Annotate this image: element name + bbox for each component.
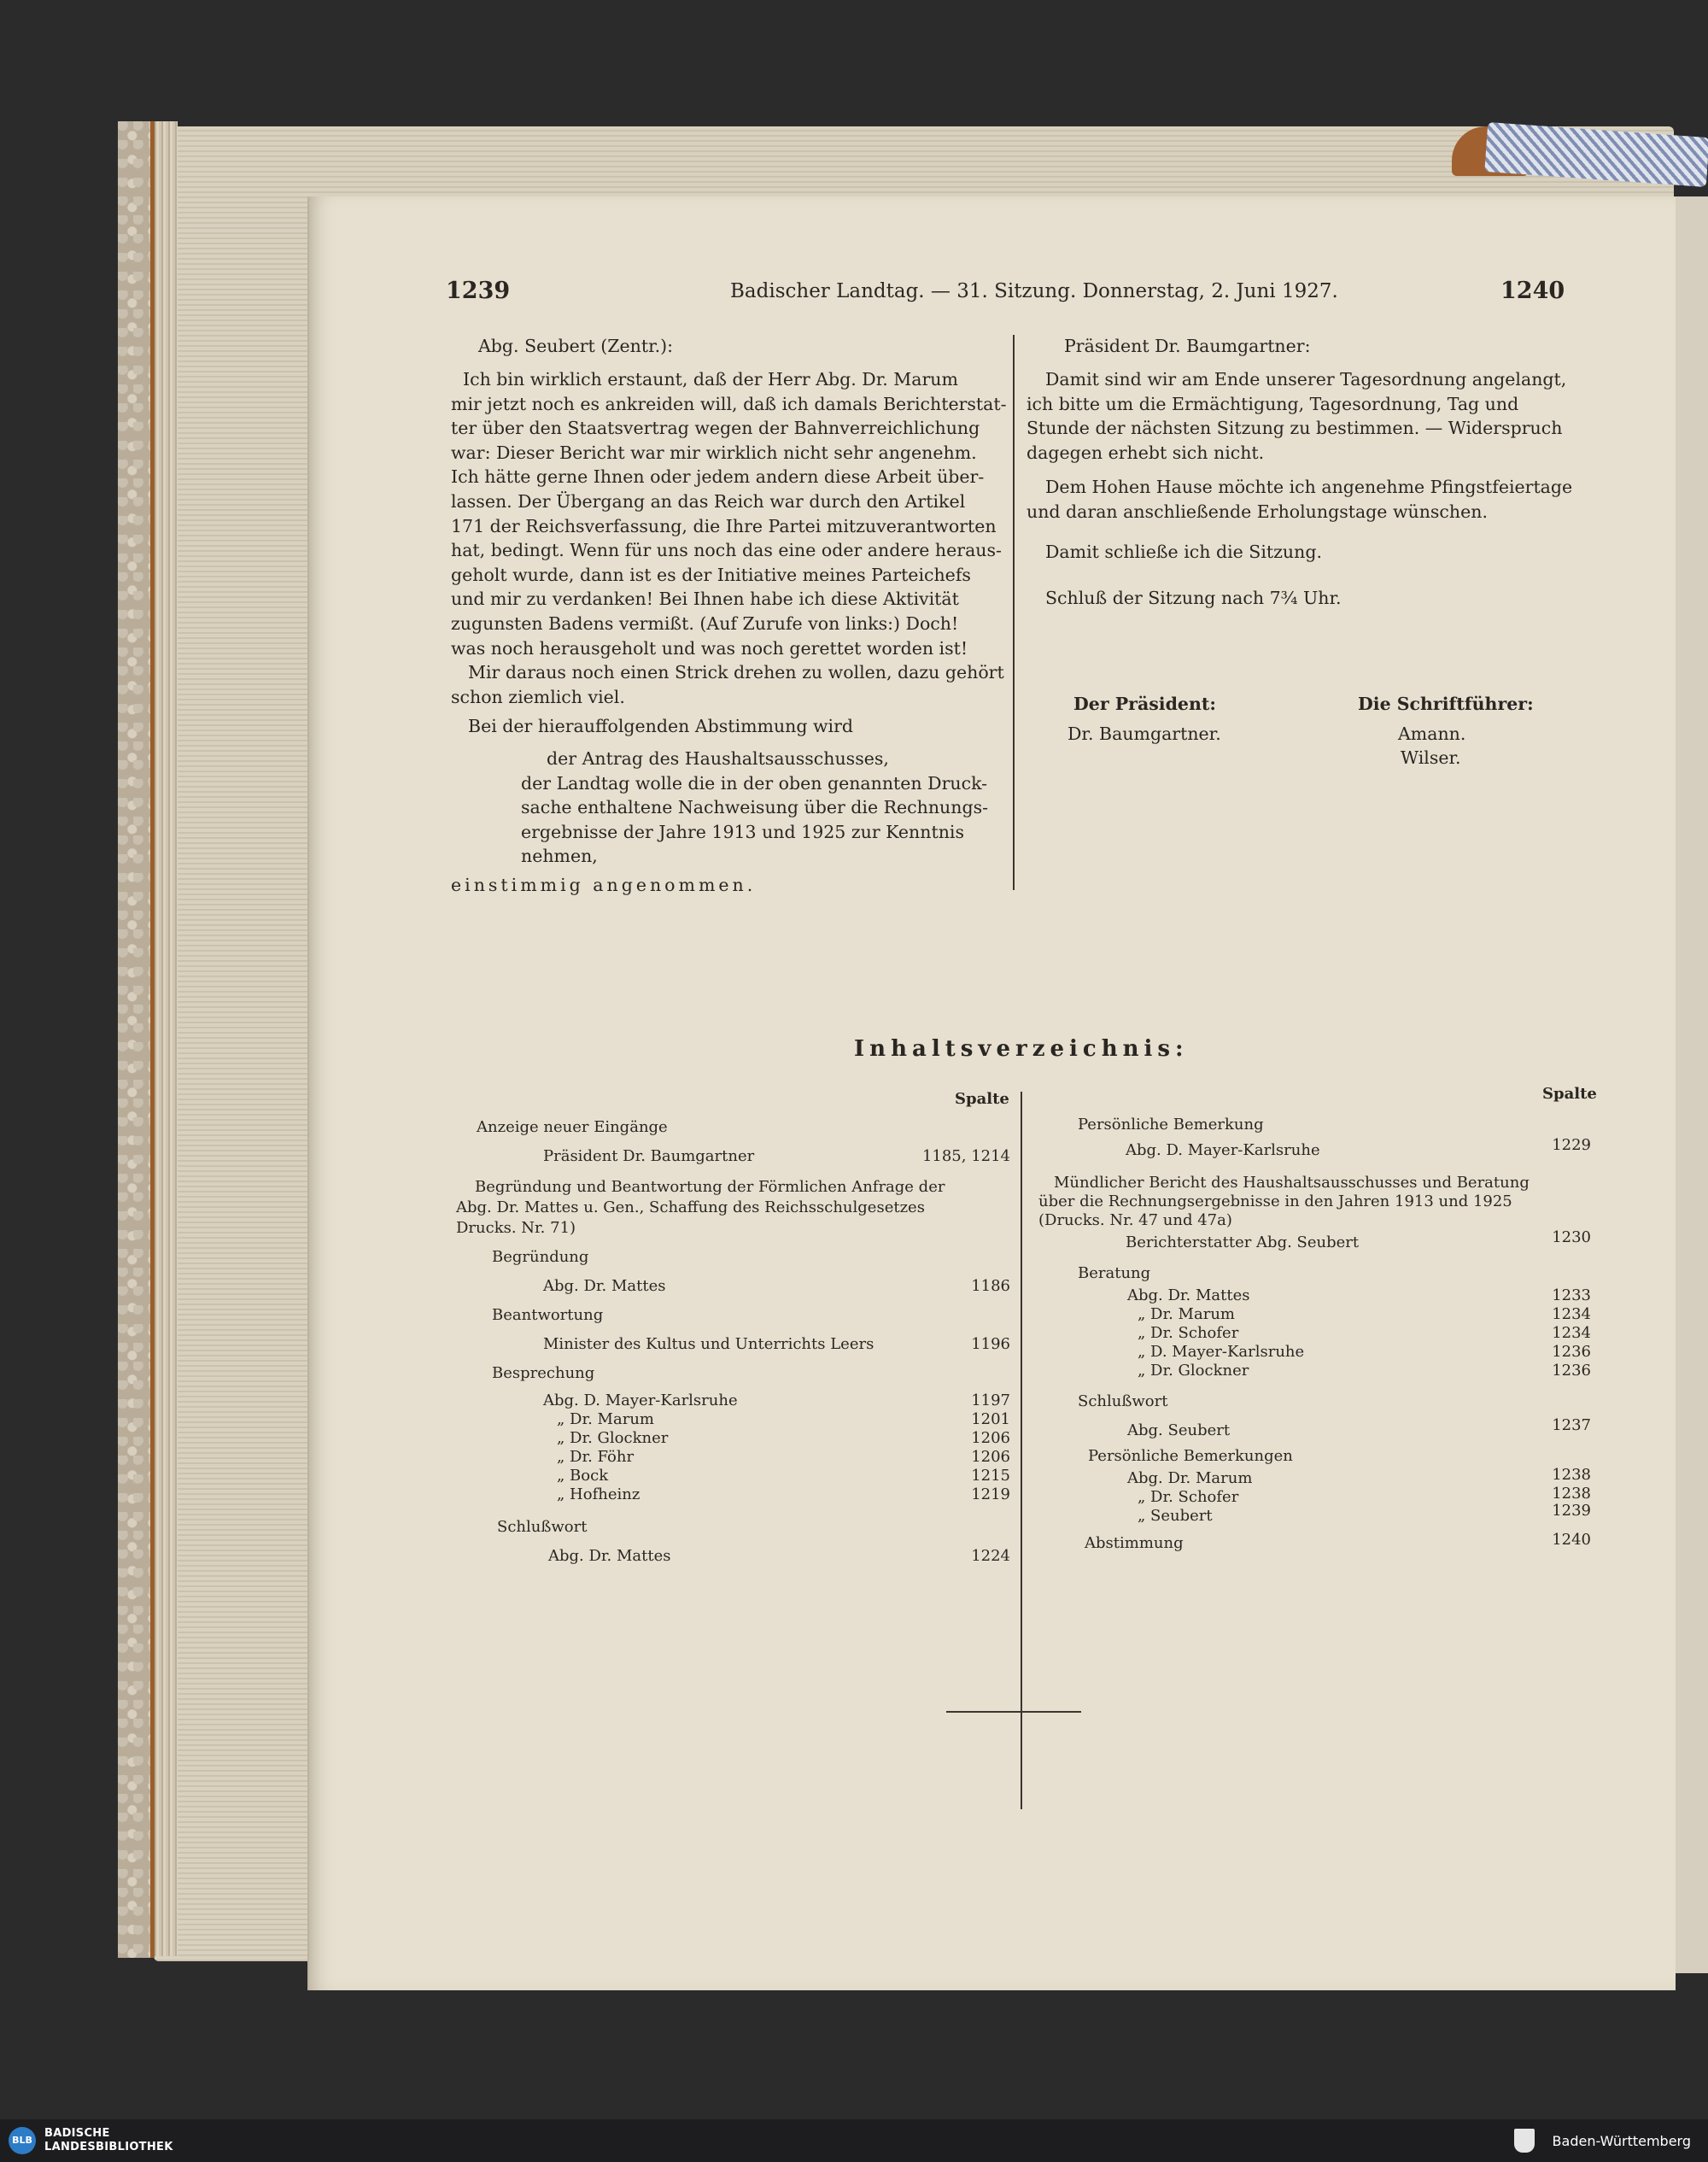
president-name: Dr. Baumgartner. bbox=[1068, 724, 1221, 744]
speech-line: 171 der Reichsverfassung, die Ihre Partei mitzuverantworten bbox=[451, 515, 997, 536]
toc-entry: Minister des Kultus und Unterrichts Leers bbox=[543, 1335, 874, 1353]
closing-line: Damit sind wir am Ende unserer Tagesordnung angelangt, bbox=[1045, 369, 1567, 390]
toc-entry: Begründung bbox=[492, 1248, 589, 1266]
toc-page: 1236 bbox=[1552, 1362, 1591, 1380]
secretary-2: Wilser. bbox=[1401, 747, 1461, 768]
toc-entry: Anzeige neuer Eingänge bbox=[477, 1118, 668, 1136]
toc-entry: „ Seubert bbox=[1138, 1507, 1213, 1525]
toc-entry: Begründung und Beantwortung der Förmlichen Anfrage der bbox=[475, 1178, 945, 1196]
secretaries-label: Die Schriftführer: bbox=[1358, 694, 1534, 714]
seubert-speech bbox=[451, 367, 1007, 739]
toc-entry: Abg. D. Mayer-Karlsruhe bbox=[543, 1392, 738, 1409]
toc-page: 1234 bbox=[1552, 1305, 1591, 1323]
toc-entry: Abg. Dr. Mattes bbox=[548, 1547, 671, 1565]
toc-page: 1201 bbox=[971, 1410, 1010, 1428]
toc-entry: „ Dr. Marum bbox=[1138, 1305, 1235, 1323]
toc-entry: Abg. Seubert bbox=[1127, 1421, 1231, 1439]
motion-line: der Antrag des Haushaltsausschusses, bbox=[547, 748, 889, 769]
toc-entry: Persönliche Bemerkung bbox=[1078, 1116, 1264, 1134]
right-page-number: 1240 bbox=[1500, 278, 1565, 304]
toc-entry: Schlußwort bbox=[497, 1518, 588, 1536]
toc-page: 1233 bbox=[1552, 1286, 1591, 1304]
toc-entry: „ D. Mayer-Karlsruhe bbox=[1138, 1343, 1305, 1361]
speech-line: war: Dieser Bericht war mir wirklich nicht sehr angenehm. bbox=[451, 442, 977, 463]
toc-entry: Mündlicher Bericht des Haushaltsausschusses und Beratung bbox=[1054, 1174, 1530, 1192]
speech-line: schon ziemlich viel. bbox=[451, 686, 625, 707]
toc-divider bbox=[1021, 1092, 1022, 1809]
president-closing bbox=[1027, 367, 1582, 611]
toc-page: 1224 bbox=[971, 1547, 1010, 1565]
toc-page: 1230 bbox=[1552, 1228, 1591, 1246]
speaker-seubert: Abg. Seubert (Zentr.): bbox=[478, 336, 674, 356]
toc-page: 1206 bbox=[971, 1448, 1010, 1466]
speech-line: was noch herausgeholt und was noch gerettet worden ist! bbox=[451, 637, 968, 659]
closing-line: und daran anschließende Erholungstage wünschen. bbox=[1027, 501, 1488, 522]
toc-entry: „ Dr. Glockner bbox=[557, 1429, 669, 1447]
library-name[interactable] bbox=[44, 2127, 173, 2154]
toc-page: 1237 bbox=[1552, 1416, 1591, 1434]
closing-line: Stunde der nächsten Sitzung zu bestimmen. — Widerspruch bbox=[1027, 418, 1563, 439]
speech-line: geholt wurde, dann ist es der Initiative meines Parteichefs bbox=[451, 564, 971, 585]
toc-entry: Drucks. Nr. 71) bbox=[456, 1219, 576, 1237]
motion-line: nehmen, bbox=[521, 846, 598, 867]
closing-line: Damit schließe ich die Sitzung. bbox=[1045, 541, 1322, 562]
toc-column-label-left: Spalte bbox=[955, 1090, 1009, 1108]
toc-page: 1196 bbox=[971, 1335, 1010, 1353]
running-title: Badischer Landtag. — 31. Sitzung. Donnerstag, 2. Juni 1927. bbox=[730, 280, 1338, 302]
speech-line: zugunsten Badens vermißt. (Auf Zurufe von links:) Doch! bbox=[451, 612, 959, 634]
closing-line: Dem Hohen Hause möchte ich angenehme Pfingstfeiertage bbox=[1045, 477, 1573, 498]
toc-page: 1229 bbox=[1552, 1136, 1591, 1154]
speech-line: Ich bin wirklich erstaunt, daß der Herr Abg. Dr. Marum bbox=[463, 369, 958, 390]
column-divider bbox=[1013, 335, 1015, 890]
toc-entry: über die Rechnungsergebnisse in den Jahren 1913 und 1925 bbox=[1038, 1192, 1512, 1210]
toc-entry: Abg. Dr. Mattes bbox=[543, 1277, 666, 1295]
closing-line: dagegen erhebt sich nicht. bbox=[1027, 442, 1265, 463]
toc-page: 1239 bbox=[1552, 1502, 1591, 1520]
toc-entry: Abstimmung bbox=[1085, 1534, 1184, 1552]
toc-entry: Abg. Dr. Mattes u. Gen., Schaffung des Reichsschulgesetzes bbox=[456, 1198, 925, 1216]
toc-page: 1185, 1214 bbox=[921, 1147, 1010, 1165]
toc-entry: „ Dr. Schofer bbox=[1138, 1488, 1239, 1506]
toc-page: 1238 bbox=[1552, 1485, 1591, 1503]
speech-line: Ich hätte gerne Ihnen oder jedem andern diese Arbeit über- bbox=[451, 466, 985, 488]
toc-entry: Schlußwort bbox=[1078, 1392, 1168, 1410]
toc-page: 1236 bbox=[1552, 1343, 1591, 1361]
motion-line: der Landtag wolle die in der oben genannten Druck- bbox=[521, 772, 988, 794]
toc-entry: Abg. D. Mayer-Karlsruhe bbox=[1126, 1141, 1320, 1159]
toc-entry: „ Dr. Marum bbox=[557, 1410, 654, 1428]
toc-entry: Beantwortung bbox=[492, 1306, 604, 1324]
toc-entry: Präsident Dr. Baumgartner bbox=[543, 1147, 755, 1165]
state-name[interactable]: Baden-Württemberg bbox=[1552, 2133, 1691, 2149]
closing-line: ich bitte um die Ermächtigung, Tagesordnung, Tag und bbox=[1027, 393, 1519, 414]
viewer-footer bbox=[0, 2119, 1708, 2162]
speech-line: Mir daraus noch einen Strick drehen zu wollen, dazu gehört bbox=[468, 662, 1004, 683]
toc-page: 1215 bbox=[971, 1467, 1010, 1485]
toc-entry: Besprechung bbox=[492, 1364, 595, 1382]
toc-entry: „ Dr. Schofer bbox=[1138, 1324, 1239, 1342]
toc-entry: Persönliche Bemerkungen bbox=[1088, 1447, 1293, 1465]
toc-page: 1238 bbox=[1552, 1466, 1591, 1484]
speech-line: lassen. Der Übergang an das Reich war durch den Artikel bbox=[451, 490, 966, 512]
speech-line: mir jetzt noch es ankreiden will, daß ich damals Berichterstat- bbox=[451, 393, 1007, 414]
motion-line: sache enthaltene Nachweisung über die Rechnungs- bbox=[521, 797, 989, 818]
toc-entry: „ Bock bbox=[557, 1467, 609, 1485]
speaker-baumgartner: Präsident Dr. Baumgartner: bbox=[1064, 336, 1311, 356]
toc-entry: (Drucks. Nr. 47 und 47a) bbox=[1038, 1211, 1232, 1229]
library-name-line1: BADISCHE bbox=[44, 2127, 110, 2140]
toc-entry: „ Hofheinz bbox=[557, 1485, 640, 1503]
toc-page: 1219 bbox=[971, 1485, 1010, 1503]
toc-page: 1234 bbox=[1552, 1324, 1591, 1342]
toc-entry: „ Dr. Föhr bbox=[557, 1448, 635, 1466]
toc-title: Inhaltsverzeichnis: bbox=[854, 1036, 1189, 1062]
toc-entry: Abg. Dr. Mattes bbox=[1127, 1286, 1250, 1304]
toc-page: 1197 bbox=[971, 1392, 1010, 1409]
speech-line: ter über den Staatsvertrag wegen der Bahnverreichlichung bbox=[451, 418, 980, 439]
toc-entry: Berichterstatter Abg. Seubert bbox=[1126, 1233, 1360, 1251]
toc-entry: Abg. Dr. Marum bbox=[1127, 1469, 1253, 1487]
president-label: Der Präsident: bbox=[1073, 694, 1216, 714]
toc-page: 1186 bbox=[971, 1277, 1010, 1295]
secretary-1: Amann. bbox=[1398, 724, 1466, 744]
state-crest-icon bbox=[1514, 2129, 1535, 2153]
closing-line: Schluß der Sitzung nach 7¾ Uhr. bbox=[1045, 588, 1342, 609]
speech-line: hat, bedingt. Wenn für uns noch das eine oder andere heraus- bbox=[451, 540, 1002, 561]
toc-page: 1206 bbox=[971, 1429, 1010, 1447]
vote-result: einstimmig angenommen. bbox=[451, 875, 757, 895]
motion-text bbox=[521, 747, 1003, 869]
toc-entry: Beratung bbox=[1078, 1264, 1151, 1282]
vote-intro: Bei der hierauffolgenden Abstimmung wird bbox=[468, 716, 854, 737]
toc-column-label-right: Spalte bbox=[1542, 1085, 1597, 1103]
motion-line: ergebnisse der Jahre 1913 und 1925 zur Kenntnis bbox=[521, 821, 964, 842]
blb-logo-icon[interactable]: BLB bbox=[9, 2127, 36, 2154]
toc-page: 1240 bbox=[1552, 1531, 1591, 1549]
speech-line: und mir zu verdanken! Bei Ihnen habe ich diese Aktivität bbox=[451, 589, 959, 610]
toc-entry: „ Dr. Glockner bbox=[1138, 1362, 1249, 1380]
library-name-line2: LANDESBIBLIOTHEK bbox=[44, 2141, 173, 2153]
book-cover bbox=[118, 121, 155, 1958]
end-rule bbox=[946, 1711, 1081, 1713]
left-page-number: 1239 bbox=[446, 278, 511, 304]
